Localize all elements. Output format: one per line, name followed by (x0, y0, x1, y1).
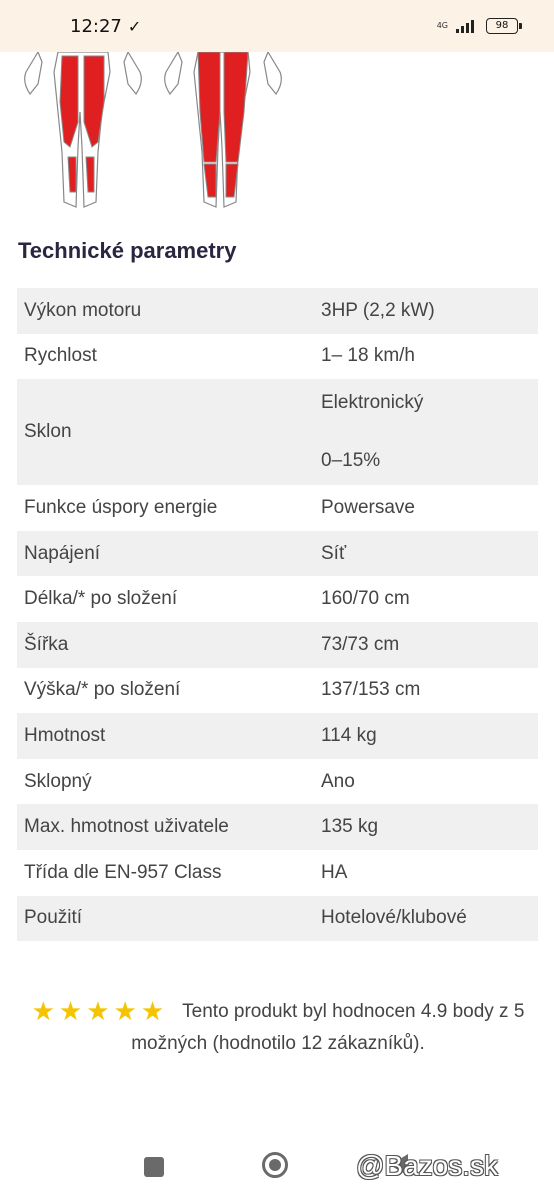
network-label: 4G (436, 21, 448, 30)
back-figure (165, 52, 282, 207)
table-row (17, 668, 538, 714)
spec-value: 135 kg (314, 804, 538, 850)
spec-value (314, 379, 538, 485)
table-row (17, 576, 538, 622)
front-figure (25, 52, 142, 207)
spec-label: Napájení (17, 531, 314, 577)
spec-value: 73/73 cm (314, 622, 538, 668)
recent-apps-button[interactable] (144, 1157, 164, 1177)
spec-label: Délka/* po složení (17, 576, 314, 622)
star-icon: ★ (86, 996, 110, 1026)
star-icon: ★ (31, 996, 55, 1026)
spec-value-stack (321, 392, 531, 472)
spec-value: 3HP (2,2 kW) (314, 288, 538, 334)
rating-block (18, 996, 538, 1060)
table-row (17, 804, 538, 850)
spec-label: Hmotnost (17, 713, 314, 759)
status-left (70, 16, 141, 37)
specs-table-body (17, 288, 538, 941)
star-icon: ★ (140, 996, 165, 1026)
table-row (17, 850, 538, 896)
spec-label: Použití (17, 896, 314, 942)
star-icon: ★ (113, 996, 137, 1026)
spec-value-line: Elektronický (321, 392, 424, 414)
status-bar (0, 0, 554, 52)
spec-label: Sklon (17, 379, 314, 485)
table-row (17, 622, 538, 668)
spec-value: 160/70 cm (314, 576, 538, 622)
home-button[interactable] (262, 1152, 288, 1178)
spec-label: Výška/* po složení (17, 668, 314, 714)
spec-value: 1– 18 km/h (314, 334, 538, 380)
spec-value: Powersave (314, 485, 538, 531)
star-icon: ★ (58, 996, 83, 1026)
spec-label: Sklopný (17, 759, 314, 805)
muscle-diagram (18, 52, 298, 212)
spec-label: Šířka (17, 622, 314, 668)
spec-label: Funkce úspory energie (17, 485, 314, 531)
spec-label: Třída dle EN-957 Class (17, 850, 314, 896)
table-row (17, 379, 538, 485)
spec-label: Rychlost (17, 334, 314, 380)
section-title: Technické parametry (18, 238, 237, 263)
rating-text: Tento produkt byl hodnocen 4.9 body z 5 možných (hodnotilo 12 zákazníků). (131, 1001, 525, 1054)
spec-value: Síť (314, 531, 538, 577)
rating-stars (32, 998, 165, 1024)
spec-value-line: 0–15% (321, 450, 381, 472)
check-icon: ✓ (127, 16, 142, 36)
table-row (17, 713, 538, 759)
clock: 12:27 (70, 15, 122, 37)
spec-value: Ano (314, 759, 538, 805)
spec-value: 137/153 cm (314, 668, 538, 714)
status-right (437, 18, 518, 34)
table-row (17, 334, 538, 380)
specs-table (17, 288, 538, 941)
battery-icon: 98 (486, 18, 518, 34)
signal-icon (456, 19, 478, 33)
spec-label: Max. hmotnost uživatele (17, 804, 314, 850)
spec-value: HA (314, 850, 538, 896)
spec-value: 114 kg (314, 713, 538, 759)
spec-label: Výkon motoru (17, 288, 314, 334)
table-row (17, 759, 538, 805)
watermark: @Bazos.sk (356, 1150, 499, 1181)
table-row (17, 485, 538, 531)
spec-value: Hotelové/klubové (314, 896, 538, 942)
table-row (17, 531, 538, 577)
table-row (17, 288, 538, 334)
table-row (17, 896, 538, 942)
